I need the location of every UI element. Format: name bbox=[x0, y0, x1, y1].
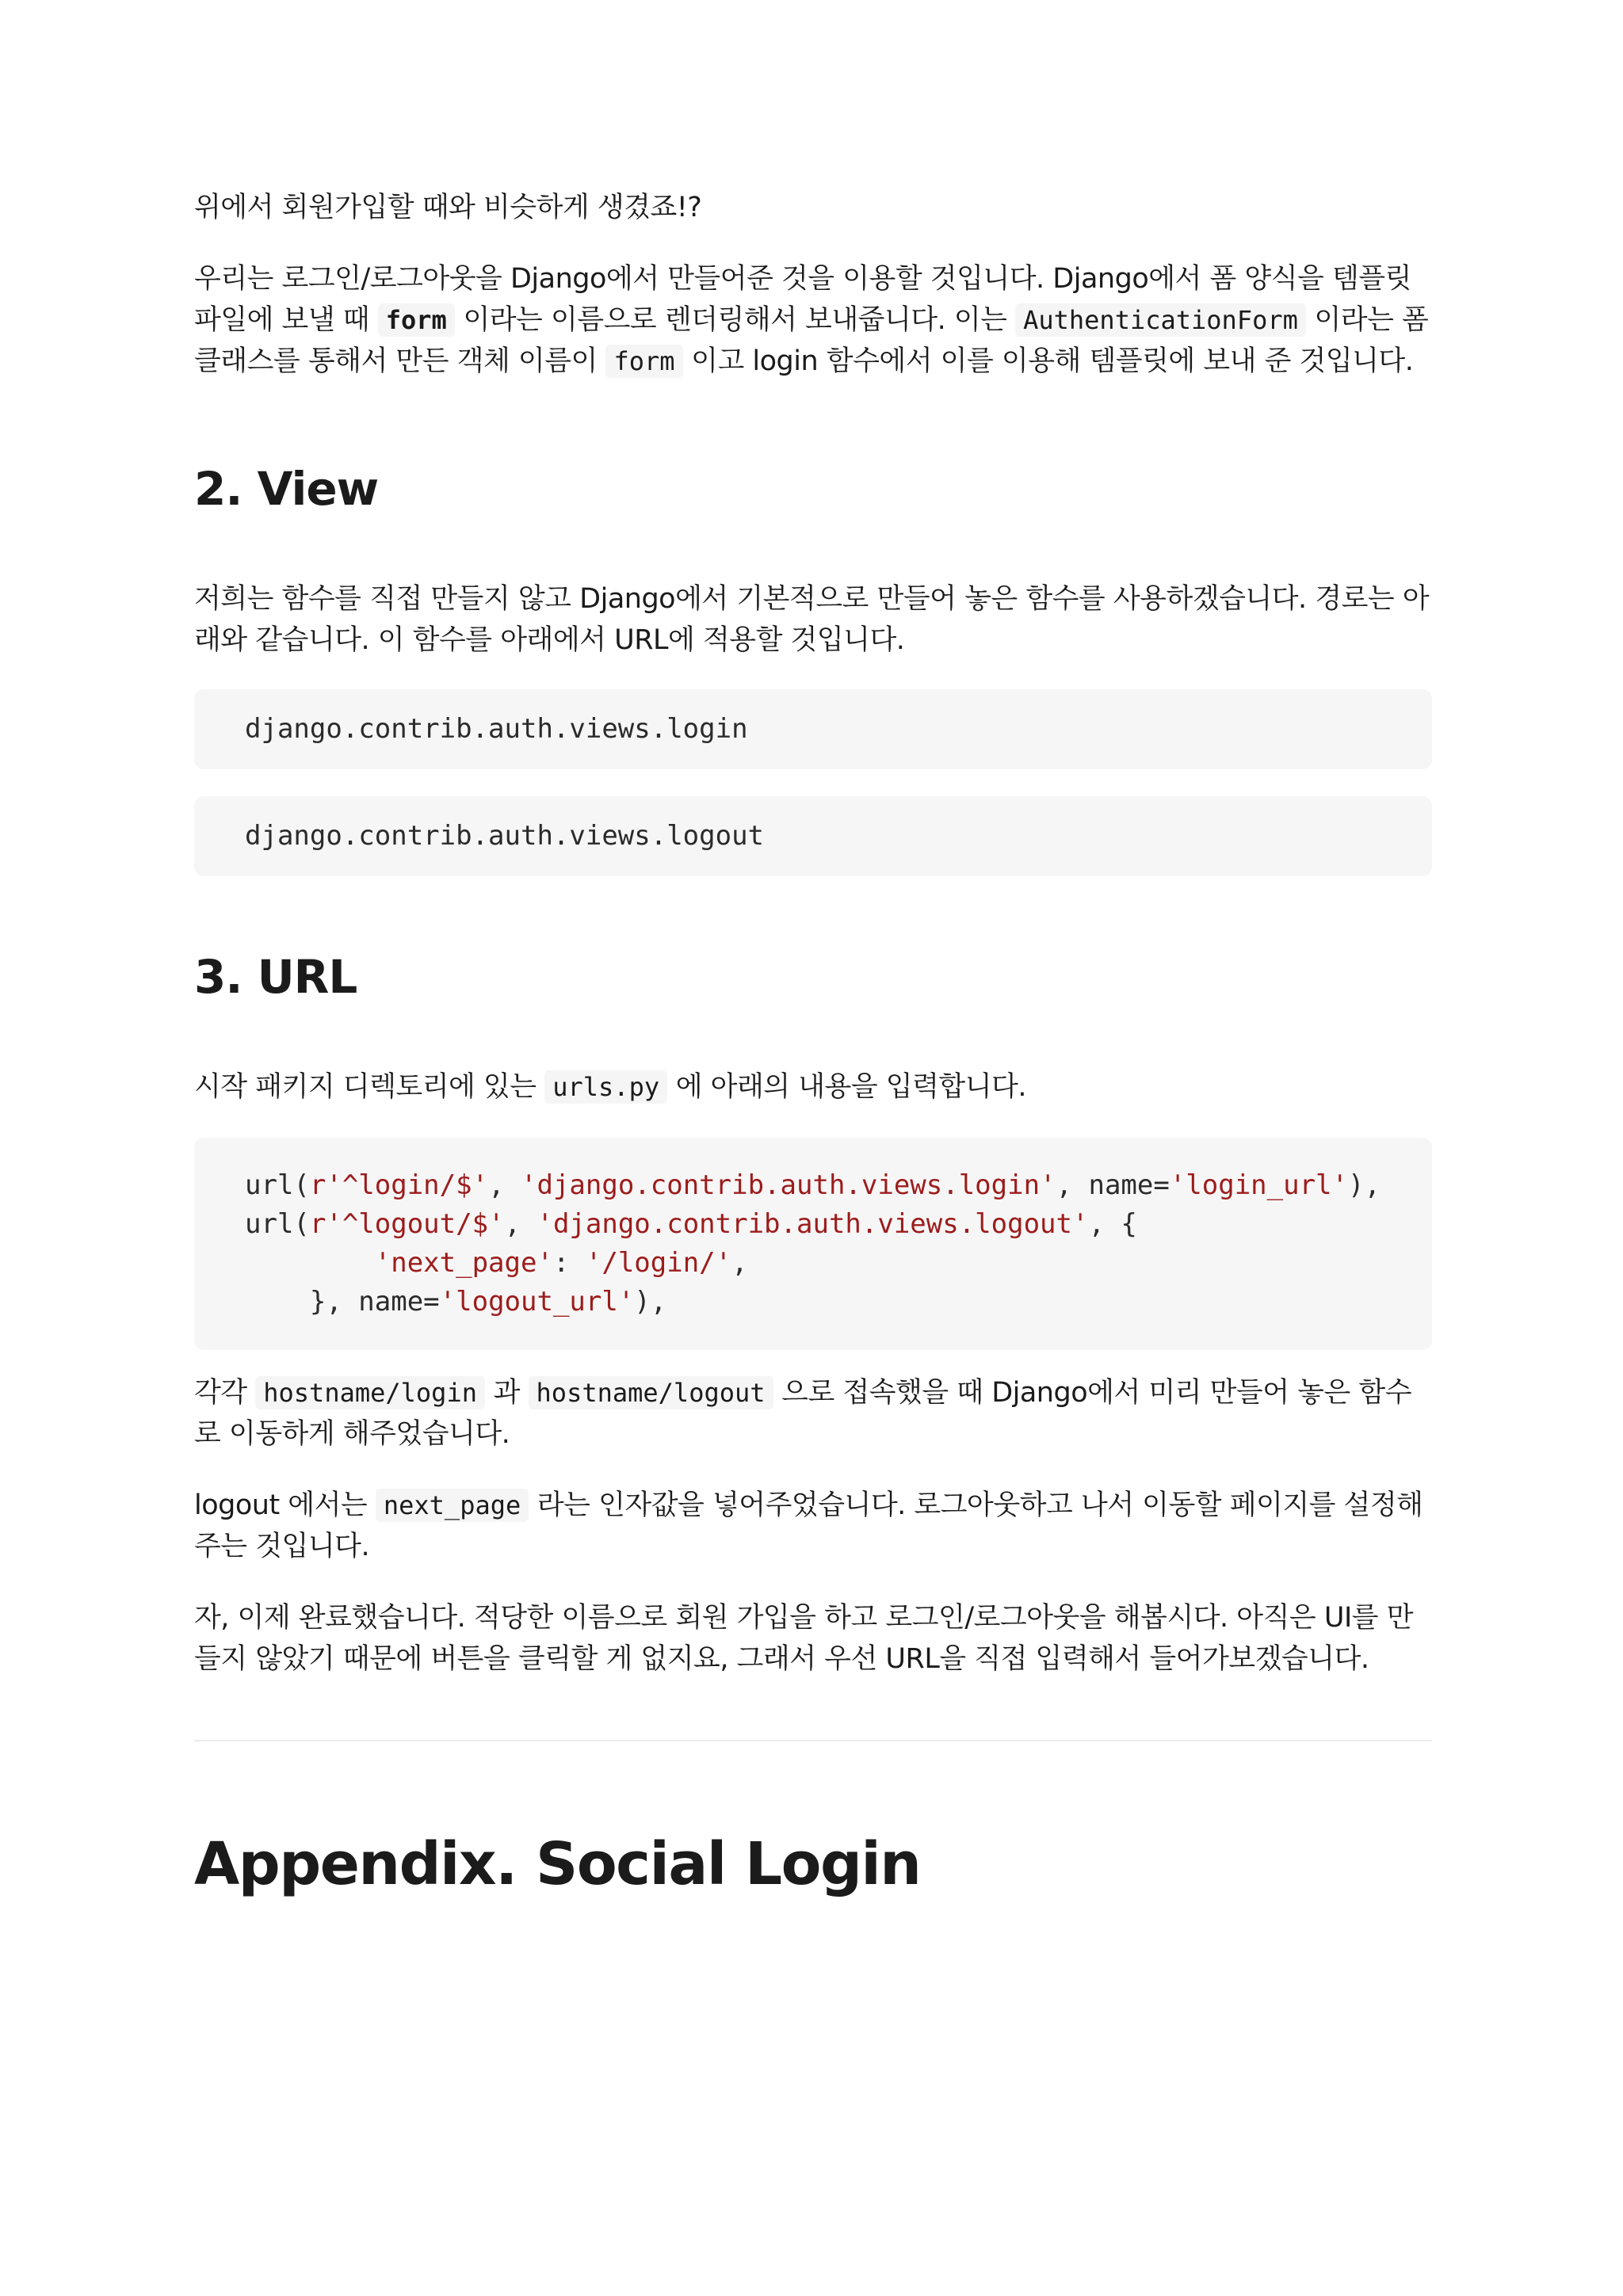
intro-p2-text-3: 이라는 폼 클래스를 통해서 만든 객체 이름이 bbox=[194, 304, 1429, 377]
code-block-logout-view: django.contrib.auth.views.logout bbox=[194, 796, 1432, 876]
intro-paragraph-2 bbox=[194, 258, 1432, 382]
view-paragraph: 저희는 함수를 직접 만들지 않고 Django에서 기본적으로 만들어 놓은 함수를 사용하겠습니다. 경로는 아래와 같습니다. 이 함수를 아래에서 URL에 적용할 것입니다. bbox=[194, 583, 1430, 656]
section-heading-url: 3. URL bbox=[194, 950, 357, 1004]
intro-p2-text-4: 이고 login 함수에서 이를 이용해 템플릿에 보내 준 것입니다. bbox=[682, 345, 1414, 377]
inline-code-urls-py: urls.py bbox=[544, 1070, 667, 1104]
code-string: r'^logout/$' bbox=[309, 1208, 505, 1240]
code-token: url( bbox=[245, 1208, 310, 1240]
inline-code-form: form bbox=[378, 303, 455, 337]
intro-p2-text-1: 우리는 로그인/로그아웃을 Django에서 만들어준 것을 이용할 것입니다. Django에서 폼 양식을 템플릿 파일에 보낼 때 bbox=[194, 263, 1411, 336]
code-string: 'logout_url' bbox=[439, 1286, 635, 1318]
code-token: , { bbox=[1088, 1208, 1137, 1240]
code-string: 'django.contrib.auth.views.login' bbox=[521, 1169, 1056, 1201]
inline-code-authenticationform: AuthenticationForm bbox=[1015, 303, 1306, 337]
code-token: ), bbox=[634, 1286, 667, 1318]
inline-code-hostname-login: hostname/login bbox=[255, 1376, 485, 1409]
document-content bbox=[194, 187, 1432, 1900]
code-string: r'^login/$' bbox=[309, 1169, 489, 1201]
code-block-login-view: django.contrib.auth.views.login bbox=[194, 689, 1432, 769]
code-token: }, name= bbox=[309, 1286, 440, 1318]
section-heading-view: 2. View bbox=[194, 462, 379, 516]
code-token: url( bbox=[245, 1169, 310, 1201]
code-block-urls bbox=[194, 1138, 1432, 1350]
url-p2-text-2: 과 bbox=[484, 1377, 529, 1409]
intro-paragraph-1: 위에서 회원가입할 때와 비슷하게 생겼죠!? bbox=[194, 192, 702, 223]
url-p3-text-2: 라는 인자값을 넣어주었습니다. 로그아웃하고 나서 이동할 페이지를 설정해주는 것입니다. bbox=[194, 1489, 1423, 1562]
inline-code-form-object: form bbox=[605, 345, 682, 378]
code-string: 'login_url' bbox=[1169, 1169, 1348, 1201]
inline-code-hostname-logout: hostname/logout bbox=[529, 1376, 773, 1409]
url-paragraph-2 bbox=[194, 1372, 1432, 1455]
code-token: , bbox=[731, 1247, 748, 1279]
url-p1-text-1: 시작 패키지 디렉토리에 있는 bbox=[194, 1071, 545, 1103]
url-p3-text-1: logout 에서는 bbox=[194, 1489, 376, 1521]
url-paragraph-3 bbox=[194, 1485, 1432, 1567]
url-paragraph-1 bbox=[194, 1066, 1432, 1108]
intro-p2-text-2: 이라는 이름으로 렌더링해서 보내줍니다. 이는 bbox=[454, 304, 1016, 336]
code-token: ), bbox=[1348, 1169, 1381, 1201]
code-token: , bbox=[504, 1208, 537, 1240]
url-p1-text-2: 에 아래의 내용을 입력합니다. bbox=[667, 1071, 1026, 1103]
url-p2-text-1: 각각 bbox=[194, 1377, 256, 1409]
code-token: , name= bbox=[1056, 1169, 1170, 1201]
url-p2-text-3: 으로 접속했을 때 Django에서 미리 만들어 놓은 함수로 이동하게 해주었습니다. bbox=[194, 1377, 1412, 1450]
appendix-heading: Appendix. Social Login bbox=[194, 1830, 921, 1898]
code-token: : bbox=[552, 1247, 586, 1279]
url-paragraph-4: 자, 이제 완료했습니다. 적당한 이름으로 회원 가입을 하고 로그인/로그아웃을 해봅시다. 아직은 UI를 만들지 않았기 때문에 버튼을 클릭할 게 없지요, 그래서 우선 URL을 직접 입력해서 들어가보겠습니다. bbox=[194, 1602, 1414, 1675]
code-string: 'django.contrib.auth.views.logout' bbox=[537, 1208, 1089, 1240]
inline-code-next-page: next_page bbox=[376, 1489, 529, 1522]
code-token: , bbox=[488, 1169, 521, 1201]
code-string: '/login/' bbox=[585, 1247, 732, 1279]
section-divider bbox=[194, 1740, 1432, 1741]
code-string: 'next_page' bbox=[374, 1247, 553, 1279]
